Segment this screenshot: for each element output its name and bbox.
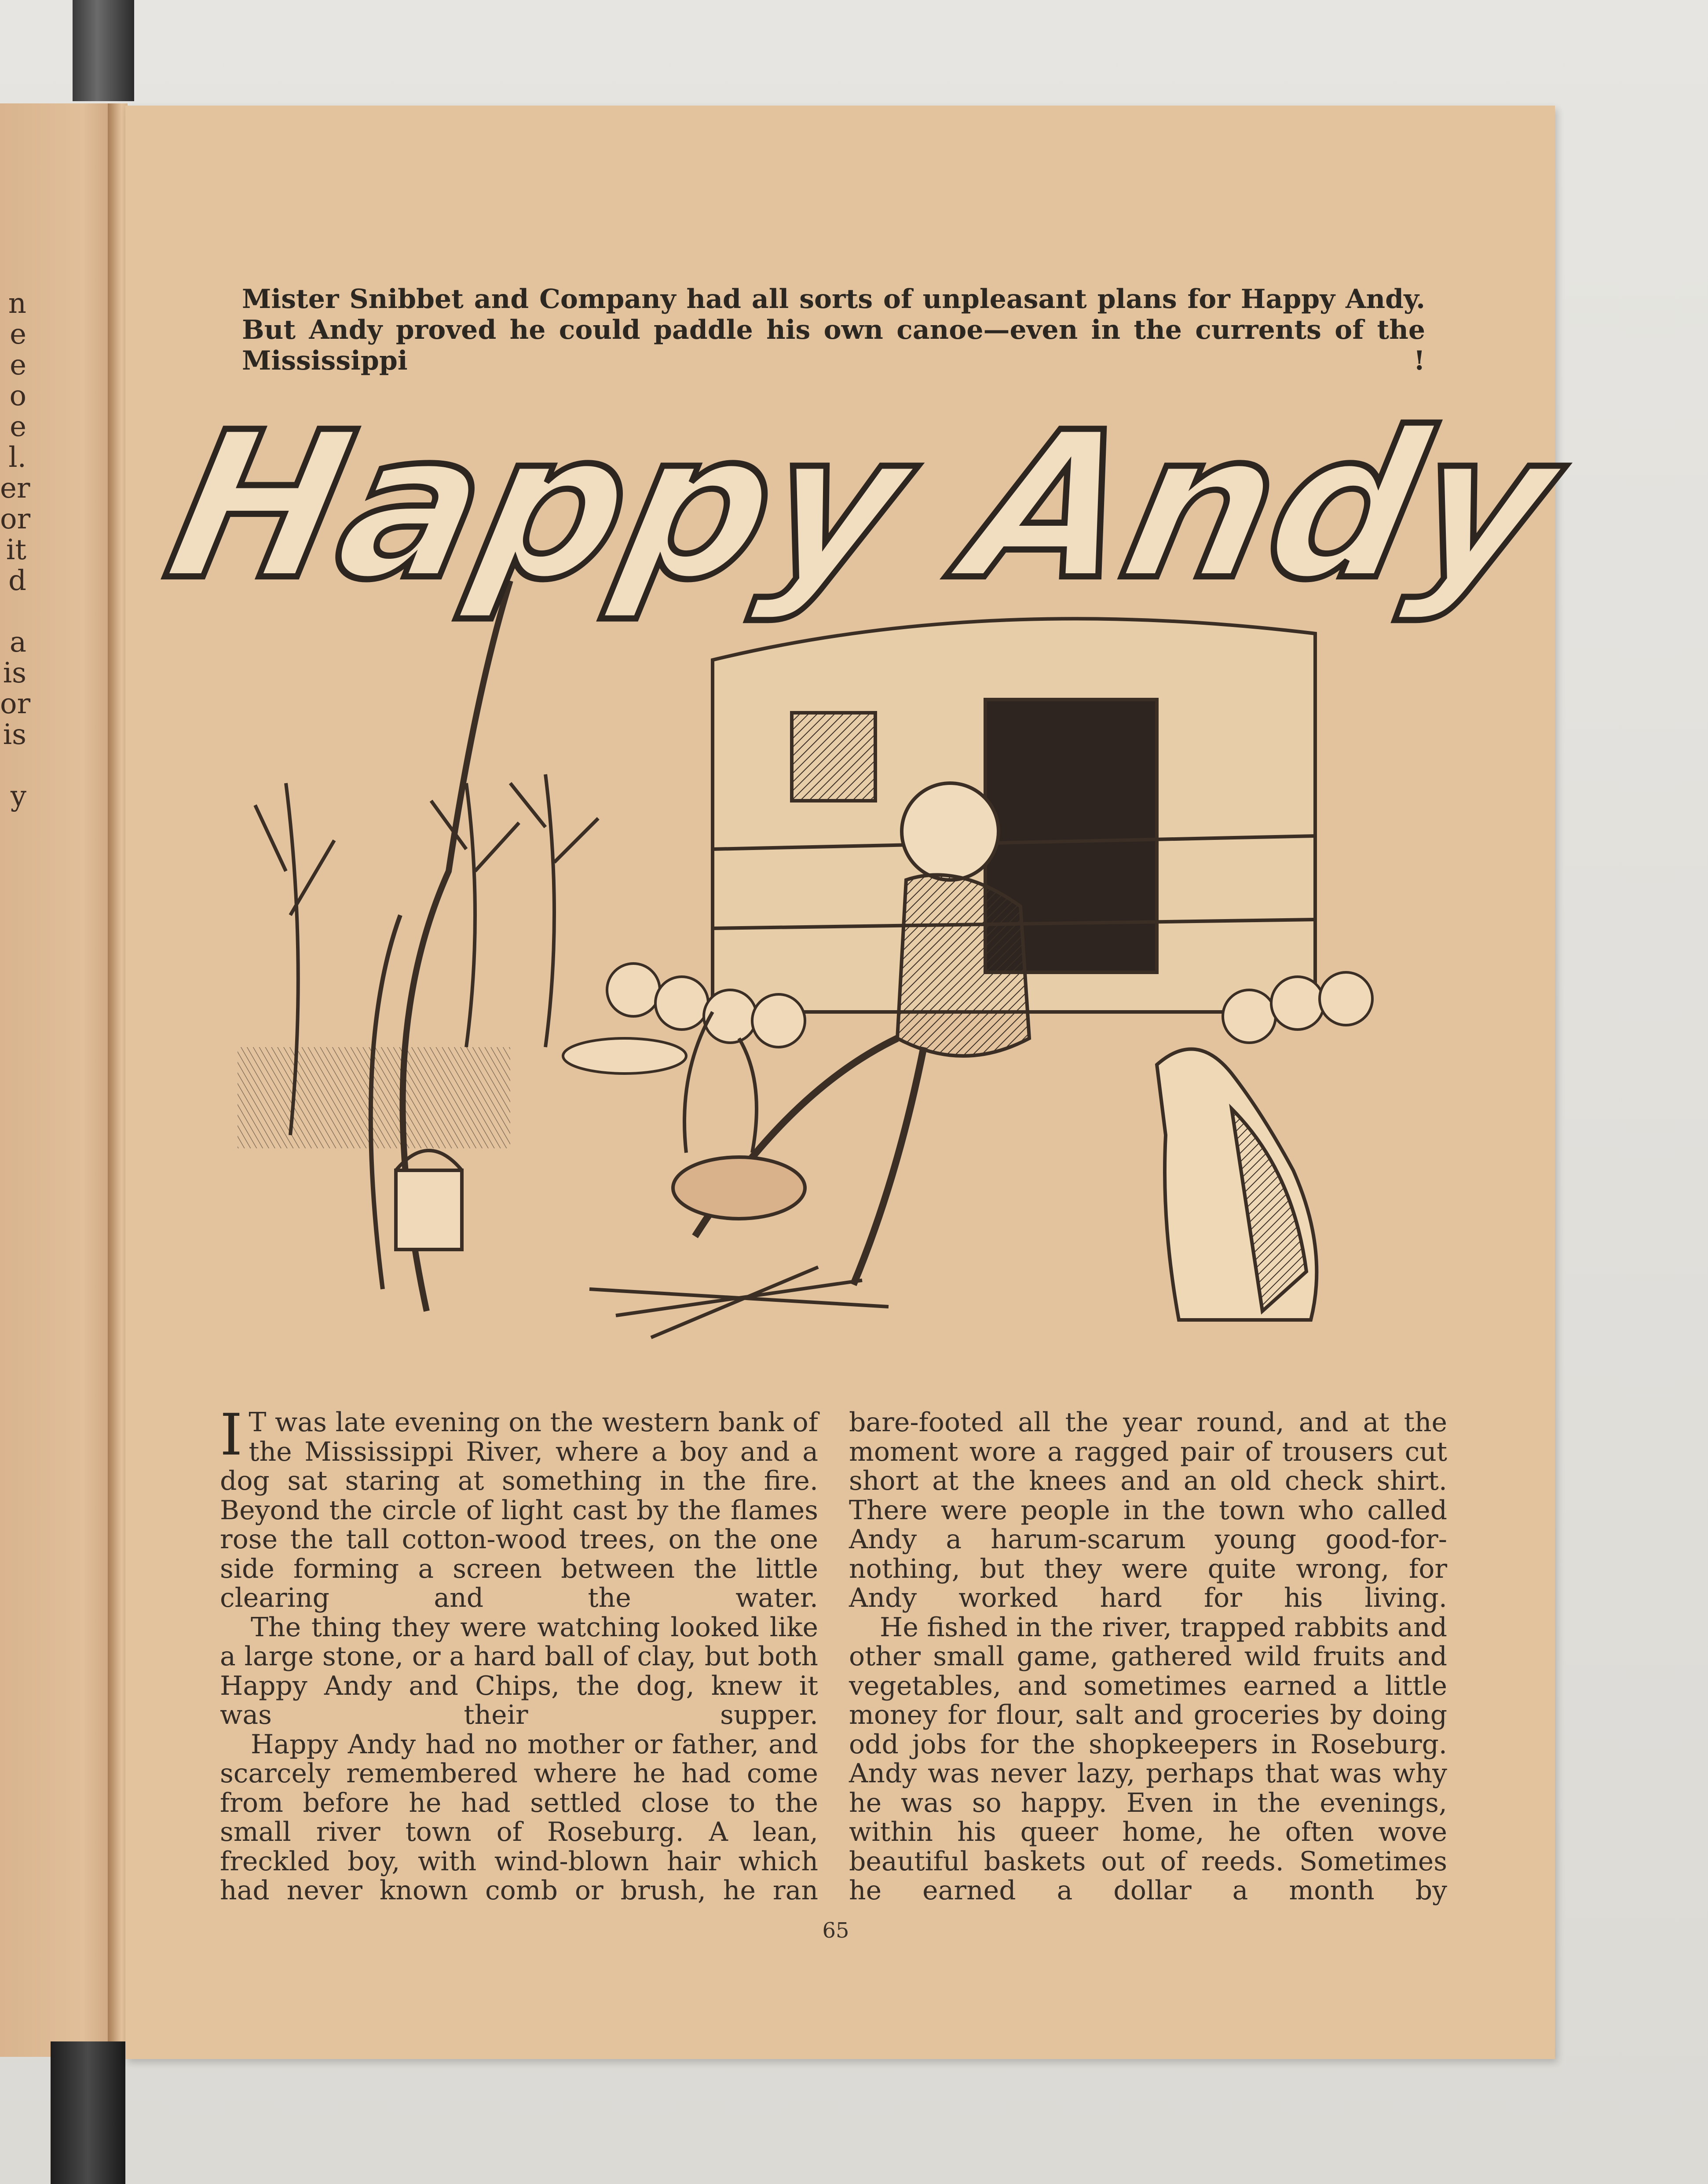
foliage-shading <box>238 1047 510 1148</box>
story-paragraph: bare-footed all the year round, and at the moment wore a ragged pair of trousers cut short at the knees and an old check shirt. There were people in the town who called Andy a harum-scarum young good-for-nothing, but they were quite wrong, for Andy worked hard for his living. <box>849 1407 1447 1613</box>
book-spine-top <box>73 0 134 101</box>
left-page-edge <box>0 103 119 2057</box>
left-page-edge-text: n e e o e l. er or it d a is or is y <box>0 287 31 813</box>
plate <box>563 1038 686 1074</box>
page-number: 65 <box>822 1918 849 1943</box>
story-paragraph: He fished in the river, trapped rabbits and other small game, gathered wild fruits and vegetables, and sometimes earned a little money for flour, salt and groceries by doing odd jobs for the shopkeepers in Roseburg. Andy was never lazy, perhaps that was why he was so happy. Even in the evenings, within his queer home, he often wove beautiful baskets out of reeds. Sometimes he earned a dollar a month by <box>849 1612 1447 1906</box>
story-paragraph <box>220 1401 818 1613</box>
story-intro: Mister Snibbet and Company had all sorts of unpleasant plans for Happy Andy. But Andy proved he could paddle his own canoe—even in the currents of the Mississippi ! <box>242 284 1425 376</box>
dog-figure <box>1157 1049 1317 1320</box>
story-illustration <box>150 387 1576 1386</box>
book-spine-bottom <box>51 2041 125 2184</box>
paragraph-text: T was late evening on the western bank of the Mississippi River, where a boy and a dog sat staring at something in the fire. Beyond the circle of light cast by the flames rose the tall cotton-wood trees, on the one side forming a screen between the little clearing and the water. <box>220 1407 818 1613</box>
page-gutter <box>108 103 128 2057</box>
story-column-right <box>849 1408 1447 1906</box>
title-lettering: Happy Andy <box>150 388 1576 624</box>
story-paragraph: The thing they were watching looked like a large stone, or a hard ball of clay, but both Happy Andy and Chips, the dog, knew it was their supper. <box>220 1612 818 1730</box>
story-paragraph: Happy Andy had no mother or father, and scarcely remembered where he had come from before he had settled close to the small river town of Roseburg. A lean, freckled boy, with wind-blown hair which had never known comb or brush, he ran <box>220 1729 818 1906</box>
story-column-left <box>220 1401 818 1906</box>
drop-cap: I <box>220 1401 243 1468</box>
